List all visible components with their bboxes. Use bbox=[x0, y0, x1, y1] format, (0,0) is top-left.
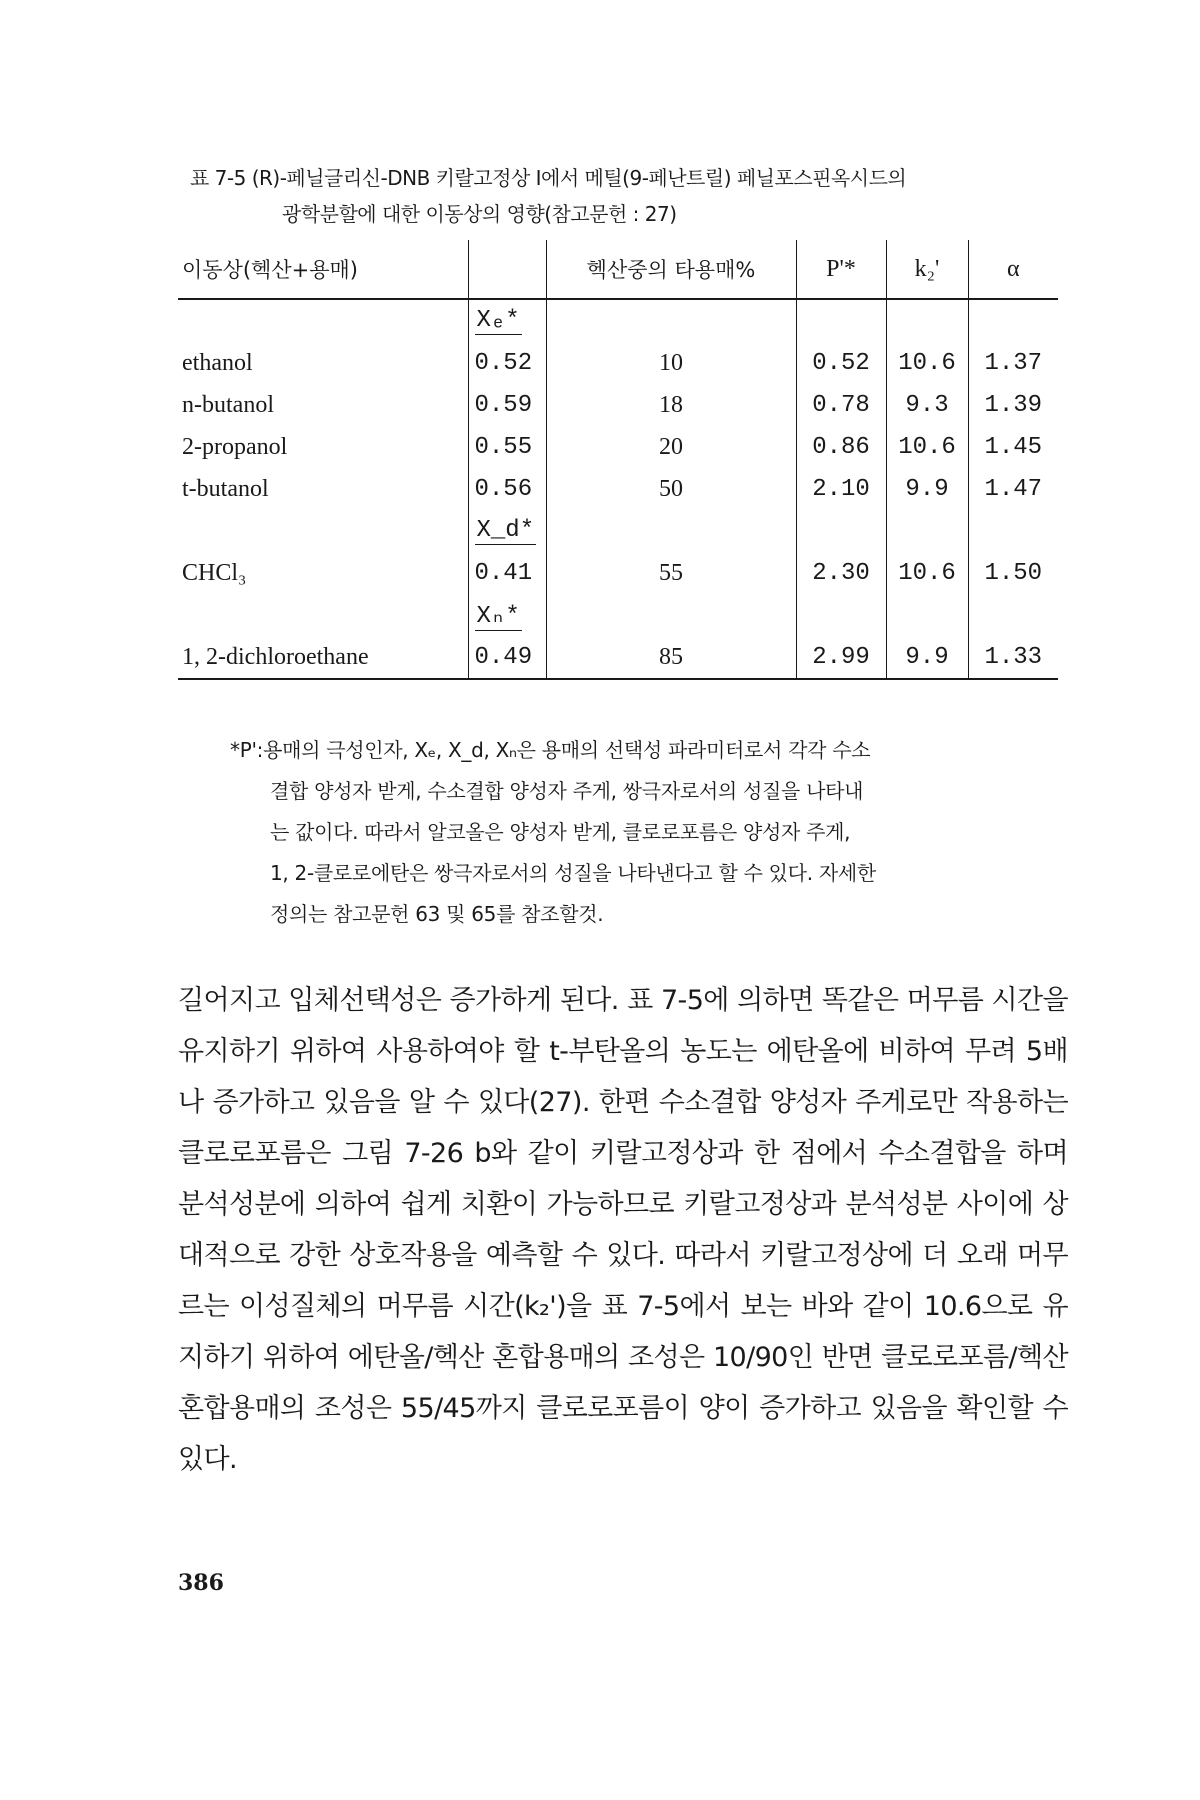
row-polarity: 0.86 bbox=[796, 426, 886, 468]
row-solvent: n-butanol bbox=[182, 391, 274, 418]
caption-line-2: 광학분할에 대한 이동상의 영향(참고문헌 : 27) bbox=[282, 202, 677, 226]
row-solvent: 1, 2-dichloroethane bbox=[178, 636, 468, 679]
group-label-xe: Xₑ* bbox=[476, 307, 520, 334]
row-percent: 20 bbox=[546, 426, 796, 468]
row-polarity: 0.52 bbox=[796, 342, 886, 384]
table-row bbox=[178, 636, 1058, 679]
group-label-xd: X_d* bbox=[476, 517, 535, 544]
footnote-line-2: 결합 양성자 받게, 수소결합 양성자 주게, 쌍극자로서의 성질을 나타내 bbox=[270, 779, 864, 803]
row-alpha: 1.47 bbox=[968, 468, 1058, 510]
header-polarity: P'* bbox=[796, 240, 886, 299]
row-alpha: 1.33 bbox=[968, 636, 1058, 679]
row-percent: 55 bbox=[546, 552, 796, 594]
table-caption bbox=[190, 160, 1090, 232]
body-paragraph: 길어지고 입체선택성은 증가하게 된다. 표 7-5에 의하면 똑같은 머무름 시간을 유지하기 위하여 사용하여야 할 t-부탄올의 농도는 에탄올에 비하여 무려 5배나 증가하고 있음을 알 수 있다(27). 한편 수소결합 양성자 주게로만 작용하는 클로로포름은 그림 7-26 b와 같이 키랄고정상과 한 점에서 수소결합을 하며 분석성분에 의하여 쉽게 치환이 가능하므로 키랄고정상과 분석성분 사이에 상대적으로 강한 상호작용을 예측할 수 있다. 따라서 키랄고정상에 더 오래 머무르는 이성질체의 머무름 시간(k₂')을 표 7-5에서 보는 바와 같이 10.6으로 유지하기 위하여 에탄올/헥산 혼합용매의 조성은 10/90인 반면 클로로포름/헥산 혼합용매의 조성은 55/45까지 클로로포름이 양이 증가하고 있음을 확인할 수 있다. bbox=[178, 985, 1068, 1475]
table-footnote bbox=[230, 730, 1070, 935]
group-label-xn: Xₙ* bbox=[475, 600, 522, 631]
row-polarity: 2.10 bbox=[796, 468, 886, 510]
table-row bbox=[178, 384, 1058, 426]
page-number: 386 bbox=[178, 1570, 224, 1596]
group-label-row bbox=[178, 299, 1058, 342]
row-polarity: 2.99 bbox=[796, 636, 886, 679]
row-polarity: 2.30 bbox=[796, 552, 886, 594]
group-label-row bbox=[178, 510, 1058, 552]
table-row bbox=[178, 426, 1058, 468]
row-solvent: 2-propanol bbox=[182, 433, 288, 460]
row-k2: 9.9 bbox=[886, 468, 968, 510]
row-k2: 10.6 bbox=[886, 552, 968, 594]
row-selectivity: 0.41 bbox=[468, 552, 546, 594]
row-k2: 9.3 bbox=[886, 384, 968, 426]
caption-line-1: 표 7-5 (R)-페닐글리신-DNB 키랄고정상 I에서 메틸(9-페난트릴) 페닐포스핀옥시드의 bbox=[190, 166, 907, 190]
table-row bbox=[178, 342, 1058, 384]
row-percent: 85 bbox=[546, 636, 796, 679]
row-selectivity: 0.59 bbox=[468, 384, 546, 426]
footnote-line-5: 정의는 참고문헌 63 및 65를 참조할것. bbox=[270, 902, 604, 926]
footnote-line-3: 는 값이다. 따라서 알코올은 양성자 받게, 클로로포름은 양성자 주게, bbox=[270, 820, 851, 844]
row-alpha: 1.39 bbox=[968, 384, 1058, 426]
table-header-row bbox=[178, 240, 1058, 299]
table-row bbox=[178, 468, 1058, 510]
header-mobile-phase: 이동상(헥산+용매) bbox=[178, 240, 468, 299]
header-solvent-percent: 헥산중의 타용매% bbox=[546, 240, 796, 299]
group-label-row bbox=[178, 594, 1058, 636]
footnote-line-1: *P':용매의 극성인자, Xₑ, X_d, Xₙ은 용매의 선택성 파라미터로서 각각 수소 bbox=[230, 738, 871, 762]
row-k2: 9.9 bbox=[886, 636, 968, 679]
row-solvent: t-butanol bbox=[182, 475, 269, 502]
row-solvent: ethanol bbox=[182, 349, 253, 376]
row-selectivity: 0.55 bbox=[468, 426, 546, 468]
row-k2: 10.6 bbox=[886, 342, 968, 384]
row-solvent: CHCl₃ bbox=[182, 559, 247, 586]
results-table bbox=[178, 240, 1058, 680]
footnote-line-4: 1, 2-클로로에탄은 쌍극자로서의 성질을 나타낸다고 할 수 있다. 자세한 bbox=[270, 861, 876, 885]
row-percent: 10 bbox=[546, 342, 796, 384]
header-selectivity bbox=[468, 240, 546, 299]
row-polarity: 0.78 bbox=[796, 384, 886, 426]
row-selectivity: 0.52 bbox=[468, 342, 546, 384]
row-percent: 50 bbox=[546, 468, 796, 510]
header-alpha: α bbox=[968, 240, 1058, 299]
row-selectivity: 0.49 bbox=[468, 636, 546, 679]
row-k2: 10.6 bbox=[886, 426, 968, 468]
row-alpha: 1.50 bbox=[968, 552, 1058, 594]
row-selectivity: 0.56 bbox=[468, 468, 546, 510]
row-percent: 18 bbox=[546, 384, 796, 426]
table-row bbox=[178, 552, 1058, 594]
row-alpha: 1.45 bbox=[968, 426, 1058, 468]
row-alpha: 1.37 bbox=[968, 342, 1058, 384]
header-k2: k₂' bbox=[886, 240, 968, 299]
